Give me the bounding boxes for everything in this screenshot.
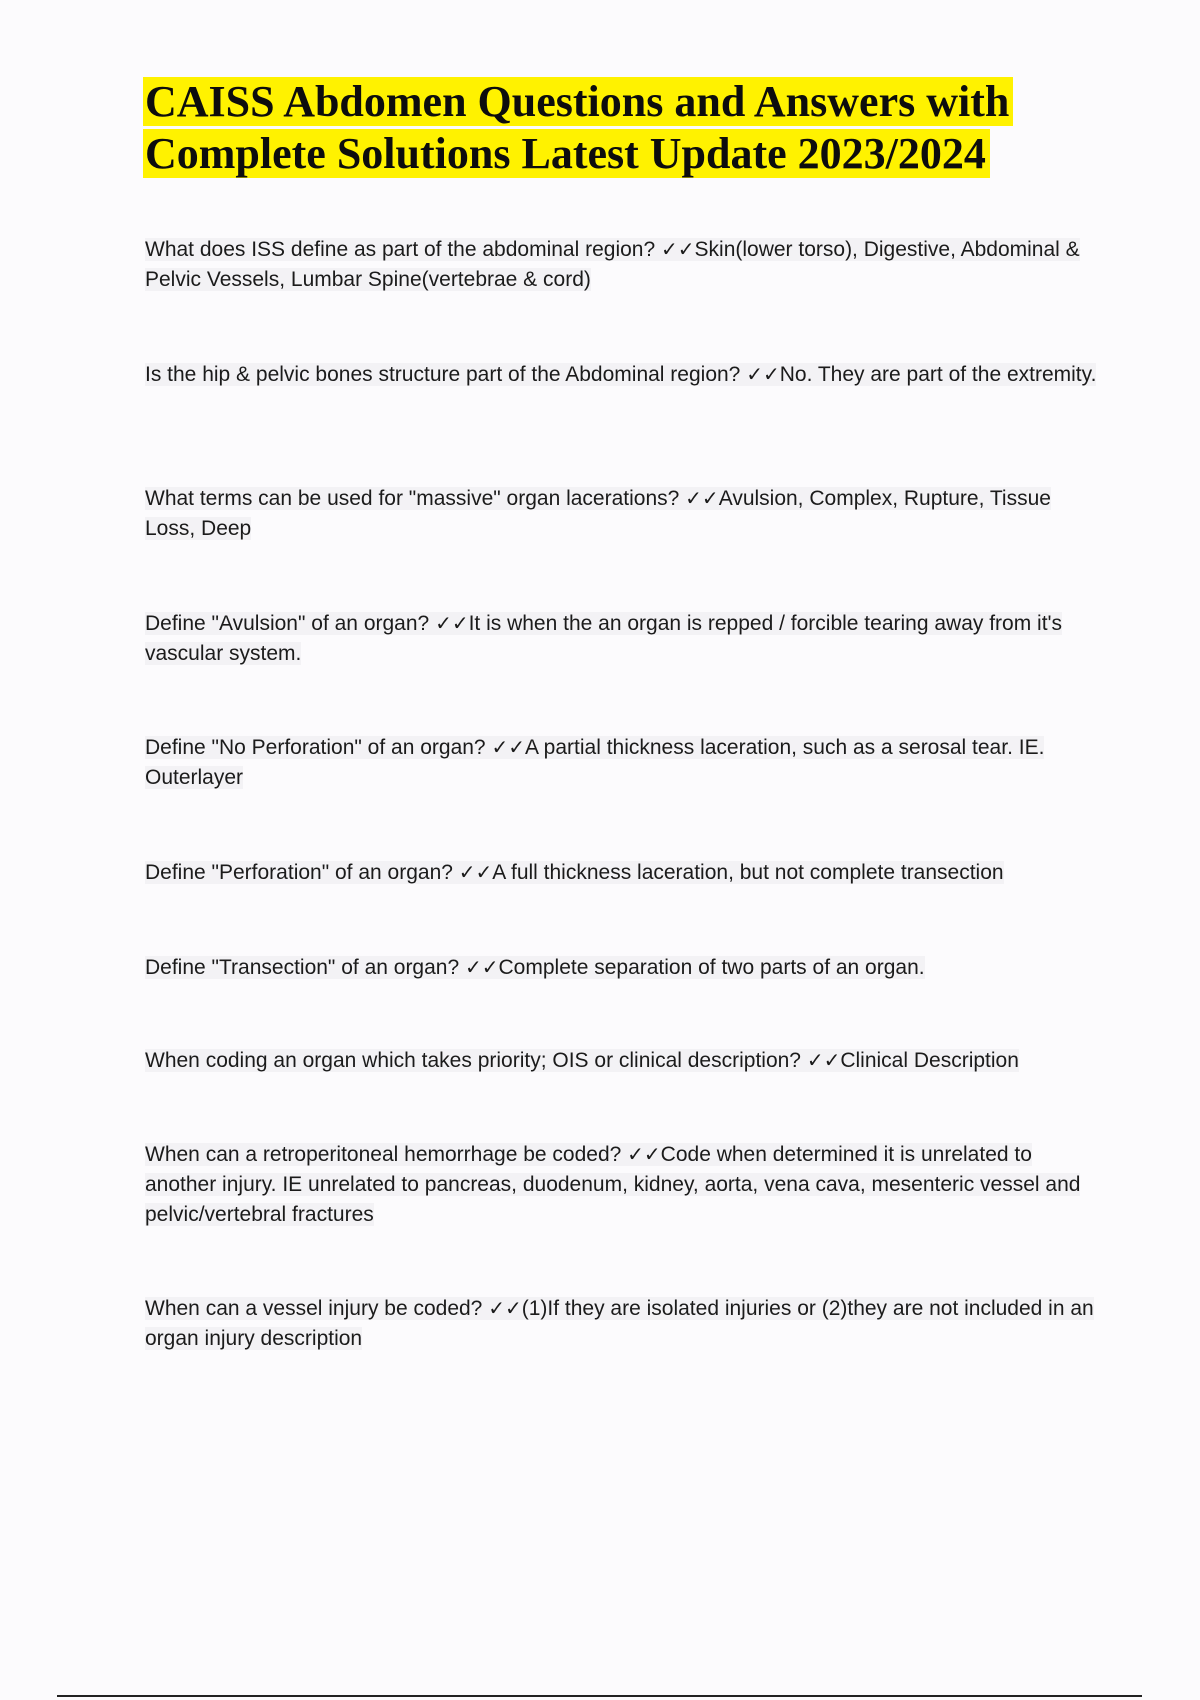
check-icon: ✓✓ [465,955,499,979]
check-icon: ✓✓ [435,611,469,635]
answer-text: Complete separation of two parts of an organ. [498,956,925,979]
check-icon: ✓✓ [627,1142,661,1166]
check-icon: ✓✓ [746,362,780,386]
check-icon: ✓✓ [661,237,695,261]
question-text: When can a vessel injury be coded? [145,1297,483,1320]
question-text: Is the hip & pelvic bones structure part of the Abdominal region? [145,363,741,386]
question-text: When coding an organ which takes priority; OIS or clinical description? [145,1049,801,1072]
question-text: Define "Transection" of an organ? [145,956,460,979]
qa-item [145,234,1105,295]
qa-item [145,483,1105,544]
answer-text: Skin(lower torso), Digestive, Abdominal & Pelvic Vessels, Lumbar Spine(vertebrae & cord) [145,238,1080,291]
qa-item [145,732,1105,793]
question-text: When can a retroperitoneal hemorrhage be coded? [145,1143,622,1166]
qa-item [145,952,1105,983]
document-title [143,76,1123,180]
qa-item [145,359,1105,390]
qa-item [145,857,1105,888]
qa-item [145,1045,1105,1076]
qa-item [145,1139,1105,1230]
check-icon: ✓✓ [491,735,525,759]
check-icon: ✓✓ [458,860,493,884]
qa-item [145,1293,1105,1354]
question-text: What does ISS define as part of the abdominal region? [145,238,656,261]
question-text: Define "Avulsion" of an organ? [145,612,430,635]
check-icon: ✓✓ [488,1296,522,1320]
answer-text: It is when the an organ is repped / forcible tearing away from it's vascular system. [145,612,1063,665]
answer-text: Code when determined it is unrelated to another injury. IE unrelated to pancreas, duodenum, kidney, aorta, vena cava, mesenteric vessel and pelvic/vertebral fractures [145,1143,1081,1226]
answer-text: Clinical Description [840,1049,1019,1072]
answer-text: (1)If they are isolated injuries or (2)they are not included in an organ injury description [145,1297,1094,1350]
check-icon: ✓✓ [806,1048,841,1072]
qa-item [145,608,1105,669]
title-highlight: CAISS Abdomen Questions and Answers with Complete Solutions Latest Update 2023/2024 [143,77,1013,178]
bottom-rule [57,1695,1142,1697]
answer-text: No. They are part of the extremity. [779,363,1097,386]
question-text: Define "No Perforation" of an organ? [145,736,486,759]
answer-text: A partial thickness laceration, such as a serosal tear. IE. Outerlayer [145,736,1045,789]
question-text: Define "Perforation" of an organ? [145,861,453,884]
question-text: What terms can be used for "massive" organ lacerations? [145,487,680,510]
check-icon: ✓✓ [685,486,719,510]
answer-text: A full thickness laceration, but not complete transection [492,861,1004,884]
answer-text: Avulsion, Complex, Rupture, Tissue Loss, Deep [145,487,1051,540]
